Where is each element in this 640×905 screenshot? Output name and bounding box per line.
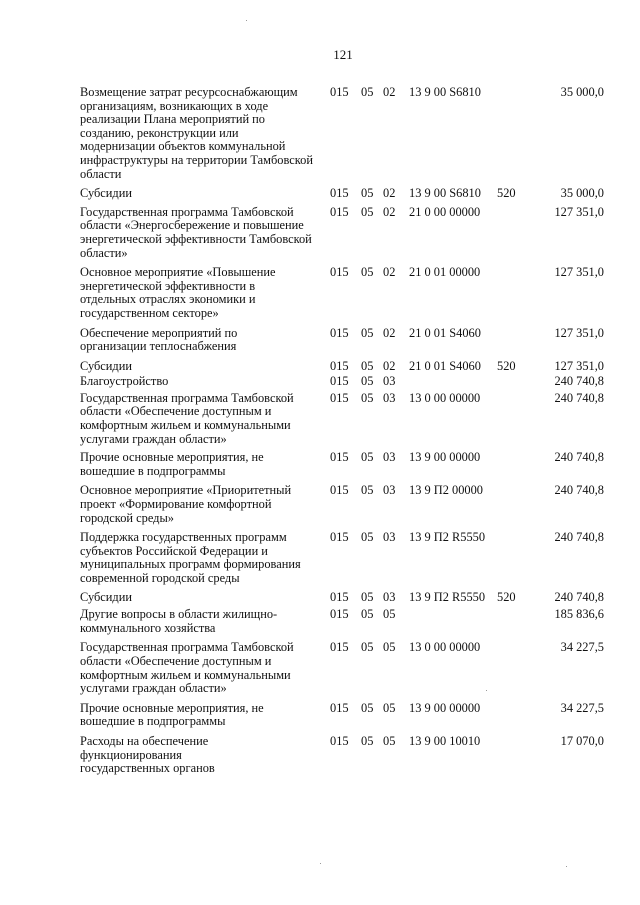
table-row — [80, 86, 610, 181]
section-code: 05 — [361, 589, 374, 604]
table-row — [80, 484, 610, 525]
table-row — [80, 451, 610, 478]
scan-speck — [246, 20, 247, 21]
section-code: 05 — [361, 640, 374, 655]
subsection-code: 03 — [383, 450, 396, 465]
ministry-code: 015 — [330, 607, 349, 622]
amount: 17 070,0 — [560, 733, 604, 748]
page-number: 121 — [333, 47, 353, 62]
ministry-code: 015 — [330, 85, 349, 99]
table-row — [80, 531, 610, 585]
ministry-code: 015 — [330, 374, 349, 389]
subsection-code: 05 — [383, 607, 396, 622]
section-code: 05 — [361, 450, 374, 465]
section-code: 05 — [361, 390, 374, 405]
subsection-code: 02 — [383, 85, 396, 99]
table-row — [80, 735, 610, 776]
target-article-code: 21 0 01 00000 — [409, 265, 481, 280]
item-name: Прочие основные мероприятия, не вошедшие в подпрограммы — [80, 700, 264, 729]
section-code: 05 — [361, 204, 374, 219]
subsection-code: 03 — [383, 390, 396, 405]
expense-type-code: 520 — [497, 358, 516, 373]
ministry-code: 015 — [330, 589, 349, 604]
table-row — [80, 392, 610, 446]
table-row — [80, 206, 610, 260]
table-row — [80, 187, 610, 201]
amount: 240 740,8 — [554, 374, 604, 389]
amount: 127 351,0 — [554, 325, 604, 340]
target-article-code: 13 9 П2 R5550 — [409, 589, 486, 604]
item-name: Прочие основные мероприятия, не вошедшие в подпрограммы — [80, 450, 264, 478]
scan-speck — [320, 863, 321, 864]
item-name: Субсидии — [80, 186, 132, 201]
table-row — [80, 360, 610, 374]
target-article-code: 13 9 П2 R5550 — [409, 530, 486, 545]
section-code: 05 — [361, 265, 374, 280]
amount: 240 740,8 — [554, 589, 604, 604]
target-article-code: 13 9 00 10010 — [409, 733, 481, 748]
section-code: 05 — [361, 325, 374, 340]
amount: 240 740,8 — [554, 390, 604, 405]
ministry-code: 015 — [330, 390, 349, 405]
subsection-code: 02 — [383, 204, 396, 219]
subsection-code: 03 — [383, 483, 396, 498]
amount: 127 351,0 — [554, 204, 604, 219]
item-name: Основное мероприятие «Приоритетный проект «Формирование комфортной городской среды» — [80, 483, 292, 525]
amount: 35 000,0 — [560, 186, 604, 201]
subsection-code: 05 — [383, 640, 396, 655]
section-code: 05 — [361, 85, 374, 99]
subsection-code: 05 — [383, 733, 396, 748]
subsection-code: 03 — [383, 374, 396, 389]
item-name: Государственная программа Тамбовской области «Энергосбережение и повышение энергетической эффективности Тамбовской области» — [80, 204, 312, 260]
table-row — [80, 375, 610, 389]
table-row — [80, 608, 610, 635]
ministry-code: 015 — [330, 733, 349, 748]
section-code: 05 — [361, 358, 374, 373]
item-name: Другие вопросы в области жилищно-коммунального хозяйства — [80, 607, 278, 635]
amount: 127 351,0 — [554, 265, 604, 280]
amount: 185 836,6 — [554, 607, 604, 622]
ministry-code: 015 — [330, 530, 349, 545]
target-article-code: 13 0 00 00000 — [409, 390, 481, 405]
subsection-code: 05 — [383, 700, 396, 715]
target-article-code: 13 9 00 S6810 — [409, 85, 481, 99]
table-row — [80, 327, 610, 354]
subsection-code: 03 — [383, 589, 396, 604]
section-code: 05 — [361, 530, 374, 545]
ministry-code: 015 — [330, 700, 349, 715]
ministry-code: 015 — [330, 265, 349, 280]
ministry-code: 015 — [330, 450, 349, 465]
target-article-code: 13 0 00 00000 — [409, 640, 481, 655]
item-name: Субсидии — [80, 589, 132, 604]
table-row — [80, 641, 610, 695]
ministry-code: 015 — [330, 358, 349, 373]
table-row — [80, 591, 610, 605]
section-code: 05 — [361, 186, 374, 201]
target-article-code: 13 9 00 00000 — [409, 700, 481, 715]
target-article-code: 13 9 П2 00000 — [409, 483, 483, 498]
section-code: 05 — [361, 607, 374, 622]
item-name: Обеспечение мероприятий по организации теплоснабжения — [80, 325, 238, 354]
section-code: 05 — [361, 374, 374, 389]
amount: 34 227,5 — [560, 700, 604, 715]
target-article-code: 21 0 01 S4060 — [409, 358, 481, 373]
target-article-code: 21 0 00 00000 — [409, 204, 481, 219]
target-article-code: 13 9 00 00000 — [409, 450, 481, 465]
target-article-code: 21 0 01 S4060 — [409, 325, 481, 340]
subsection-code: 02 — [383, 265, 396, 280]
scan-speck — [566, 866, 567, 867]
table-row — [80, 266, 610, 320]
subsection-code: 02 — [383, 186, 396, 201]
section-code: 05 — [361, 700, 374, 715]
item-name: Государственная программа Тамбовской области «Обеспечение доступным и комфортным жильем и коммунальными услугами граждан области» — [80, 640, 294, 696]
ministry-code: 015 — [330, 186, 349, 201]
item-name: Расходы на обеспечение функционирования государственных органов — [80, 733, 215, 776]
item-name: Благоустройство — [80, 374, 169, 389]
item-name: Возмещение затрат ресурсоснабжающим организациям, возникающих в ходе реализации Плана мероприятий по созданию, реконструкции или модернизации объектов коммунальной инфраструктуры на территории Тамбовской области — [80, 85, 313, 181]
ministry-code: 015 — [330, 640, 349, 655]
amount: 34 227,5 — [560, 640, 604, 655]
expense-type-code: 520 — [497, 589, 516, 604]
amount: 127 351,0 — [554, 358, 604, 373]
subsection-code: 02 — [383, 325, 396, 340]
subsection-code: 03 — [383, 530, 396, 545]
amount: 35 000,0 — [560, 85, 604, 99]
ministry-code: 015 — [330, 204, 349, 219]
target-article-code: 13 9 00 S6810 — [409, 186, 481, 201]
item-name: Поддержка государственных программ субъектов Российской Федерации и муниципальных программ формирования современной городской среды — [80, 530, 301, 585]
ministry-code: 015 — [330, 483, 349, 498]
subsection-code: 02 — [383, 358, 396, 373]
ministry-code: 015 — [330, 325, 349, 340]
item-name: Государственная программа Тамбовской области «Обеспечение доступным и комфортным жильем и коммунальными услугами граждан области» — [80, 390, 294, 446]
amount: 240 740,8 — [554, 483, 604, 498]
amount: 240 740,8 — [554, 530, 604, 545]
amount: 240 740,8 — [554, 450, 604, 465]
section-code: 05 — [361, 483, 374, 498]
table-row — [80, 702, 610, 729]
expense-type-code: 520 — [497, 186, 516, 201]
section-code: 05 — [361, 733, 374, 748]
item-name: Субсидии — [80, 358, 132, 373]
item-name: Основное мероприятие «Повышение энергетической эффективности в отдельных отраслях экономики и государственном секторе» — [80, 265, 276, 320]
budget-table — [80, 86, 610, 776]
